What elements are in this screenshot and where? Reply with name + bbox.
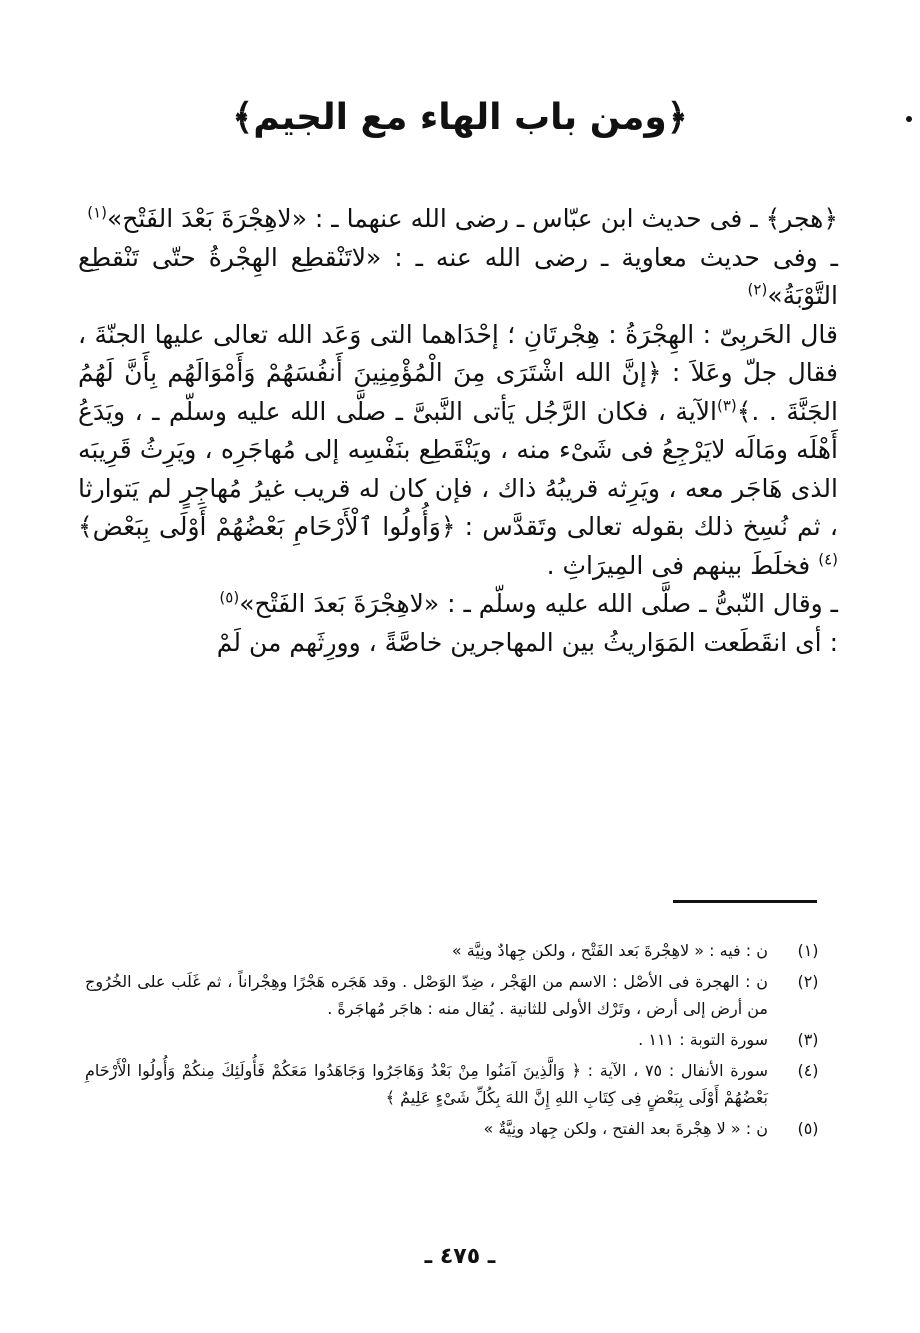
footnote-number: (٢) <box>797 972 819 991</box>
footnote-text: ن : الهجرة فى الأصْل : الاسم من الهَجْر ، ضِدّ الوَصْل . وقد هَجَره هَجْرًا وهِجْراناً ، ثم غَلَب على الخُرُوج من أرض إلى أرض ، وتَرْك الأولى للثانية . يُقال منه : هاجَر مُهاجَرةً . <box>85 972 768 1018</box>
footnotes <box>85 937 828 1146</box>
footnote-number: (٤) <box>797 1061 819 1080</box>
paragraph-prophet-saying: ـ وقال النّبىُّ ـ صلَّى الله عليه وسلّم ـ : «لاهِجْرَةَ بَعدَ الفَتْح»$^{(٥)}$ <box>219 588 838 618</box>
paragraph-muawiya: ـ وفى حديث معاوية ـ رضى الله عنه ـ : «لاتَنْقطِع الهِجْرةُ حتّى تَنْقطِع التَّوْبَةُ»$^{(٢)}$ <box>78 242 838 310</box>
footnote-3 <box>85 1026 828 1053</box>
footnote-ref-2: (٢) <box>747 280 768 299</box>
footnote-text: ن : فيه : « لاهِجْرةَ بَعد الفَتْح ، ولكن جِهادٌ ونِيَّة » <box>451 941 768 960</box>
paragraph-explanation: : أى انقَطَعت المَوَاريثُ بين المهاجرين خاصَّةً ، وورِثَهم من لَمْ <box>216 627 838 657</box>
footnote-number: (٥) <box>797 1119 819 1138</box>
paragraph-hajr-ibn-abbas: ﴿هجر﴾ ـ فى حديث ابن عبّاس ـ رضى الله عنهما ـ : «لاهِجْرَةَ بَعْدَ الفَتْح»$^{(١)}$ <box>87 203 838 233</box>
footnote-ref-5: (٥) <box>219 588 240 607</box>
footnote-separator <box>673 900 817 903</box>
footnote-number: (٣) <box>797 1030 819 1049</box>
footnote-1 <box>85 937 828 964</box>
footnote-text: سورة الأنفال : ٧٥ ، الآية : ﴿ وَالَّذِينَ آمَنُوا مِنْ بَعْدُ وَهَاجَرُوا وَجَاهَدُوا مَعَكُمْ فَأُولَئِكَ مِنكُمْ وَأُولُوا الْأَرْحَامِ بَعْضُهُمْ أَوْلَى بِبَعْضٍ فِى كِتَابِ اللهِ إِنَّ اللهَ بِكُلِّ شَىْءٍ عَلِيمٌ ﴾ <box>85 1061 769 1107</box>
footnote-ref-4: (٤) <box>818 550 838 569</box>
chapter-title: ﴿ومن باب الهاء مع الجيم﴾ <box>232 97 688 138</box>
paragraph-harbi: قال الحَربِىّ : الهِجْرَةُ : هِجْرتَانِ ؛ إحْدَاهما التى وَعَد الله تعالى عليها الجنّةَ ، فقال جلّ وعَلاَ : ﴿إنَّ الله اشْتَرَى مِنَ الْمُؤْمِنِينَ أَنفُسَهُمْ وَأَمْوَالَهُم بِأَنَّ لَهُمُ الجَنَّةَ . .﴾$^{(٣)}$الآية ، فكان الرَّجُل يَأتى النَّبىَّ ـ صلَّى الله عليه وسلّم ـ ، ويَدَعُ أَهْلَه ومَالَه لايَرْجِعُ فى شَىْء منه ، ويَنْقَطِع بنَفْسِه إلى مُهاجَرِه ، ويَرِثُ قَرِيبَه الذى هَاجَر معه ، ويَرِثه قريبُهُ ذاك ، فإن كان له قريب غيرُ مُهاجِرٍ لم يَتوارثا ، ثم نُسِخ ذلك بقوله تعالى وتَقدَّس : ﴿وَأُولُوا ٱلْأَرْحَامِ بَعْضُهُمْ أَوْلَى بِبَعْض﴾$^{(٤)}$ فخلَطَ بينهم فى المِيرَاثِ . <box>78 319 838 580</box>
footnote-4 <box>85 1057 828 1111</box>
footnote-ref-1: (١) <box>87 203 107 222</box>
footnote-5 <box>85 1115 828 1142</box>
footnote-ref-3: (٣) <box>717 396 737 415</box>
footnote-2 <box>85 968 828 1022</box>
main-text <box>78 200 838 662</box>
footnote-text: سورة التوبة : ١١١ . <box>638 1030 768 1049</box>
footnote-text: ن : « لا هِجْرةَ بعد الفتح ، ولكن جِهاد ونِيَّةٌ » <box>483 1119 768 1138</box>
page-number: ـ ٤٧٥ ـ <box>424 1244 496 1269</box>
footnote-number: (١) <box>797 941 819 960</box>
